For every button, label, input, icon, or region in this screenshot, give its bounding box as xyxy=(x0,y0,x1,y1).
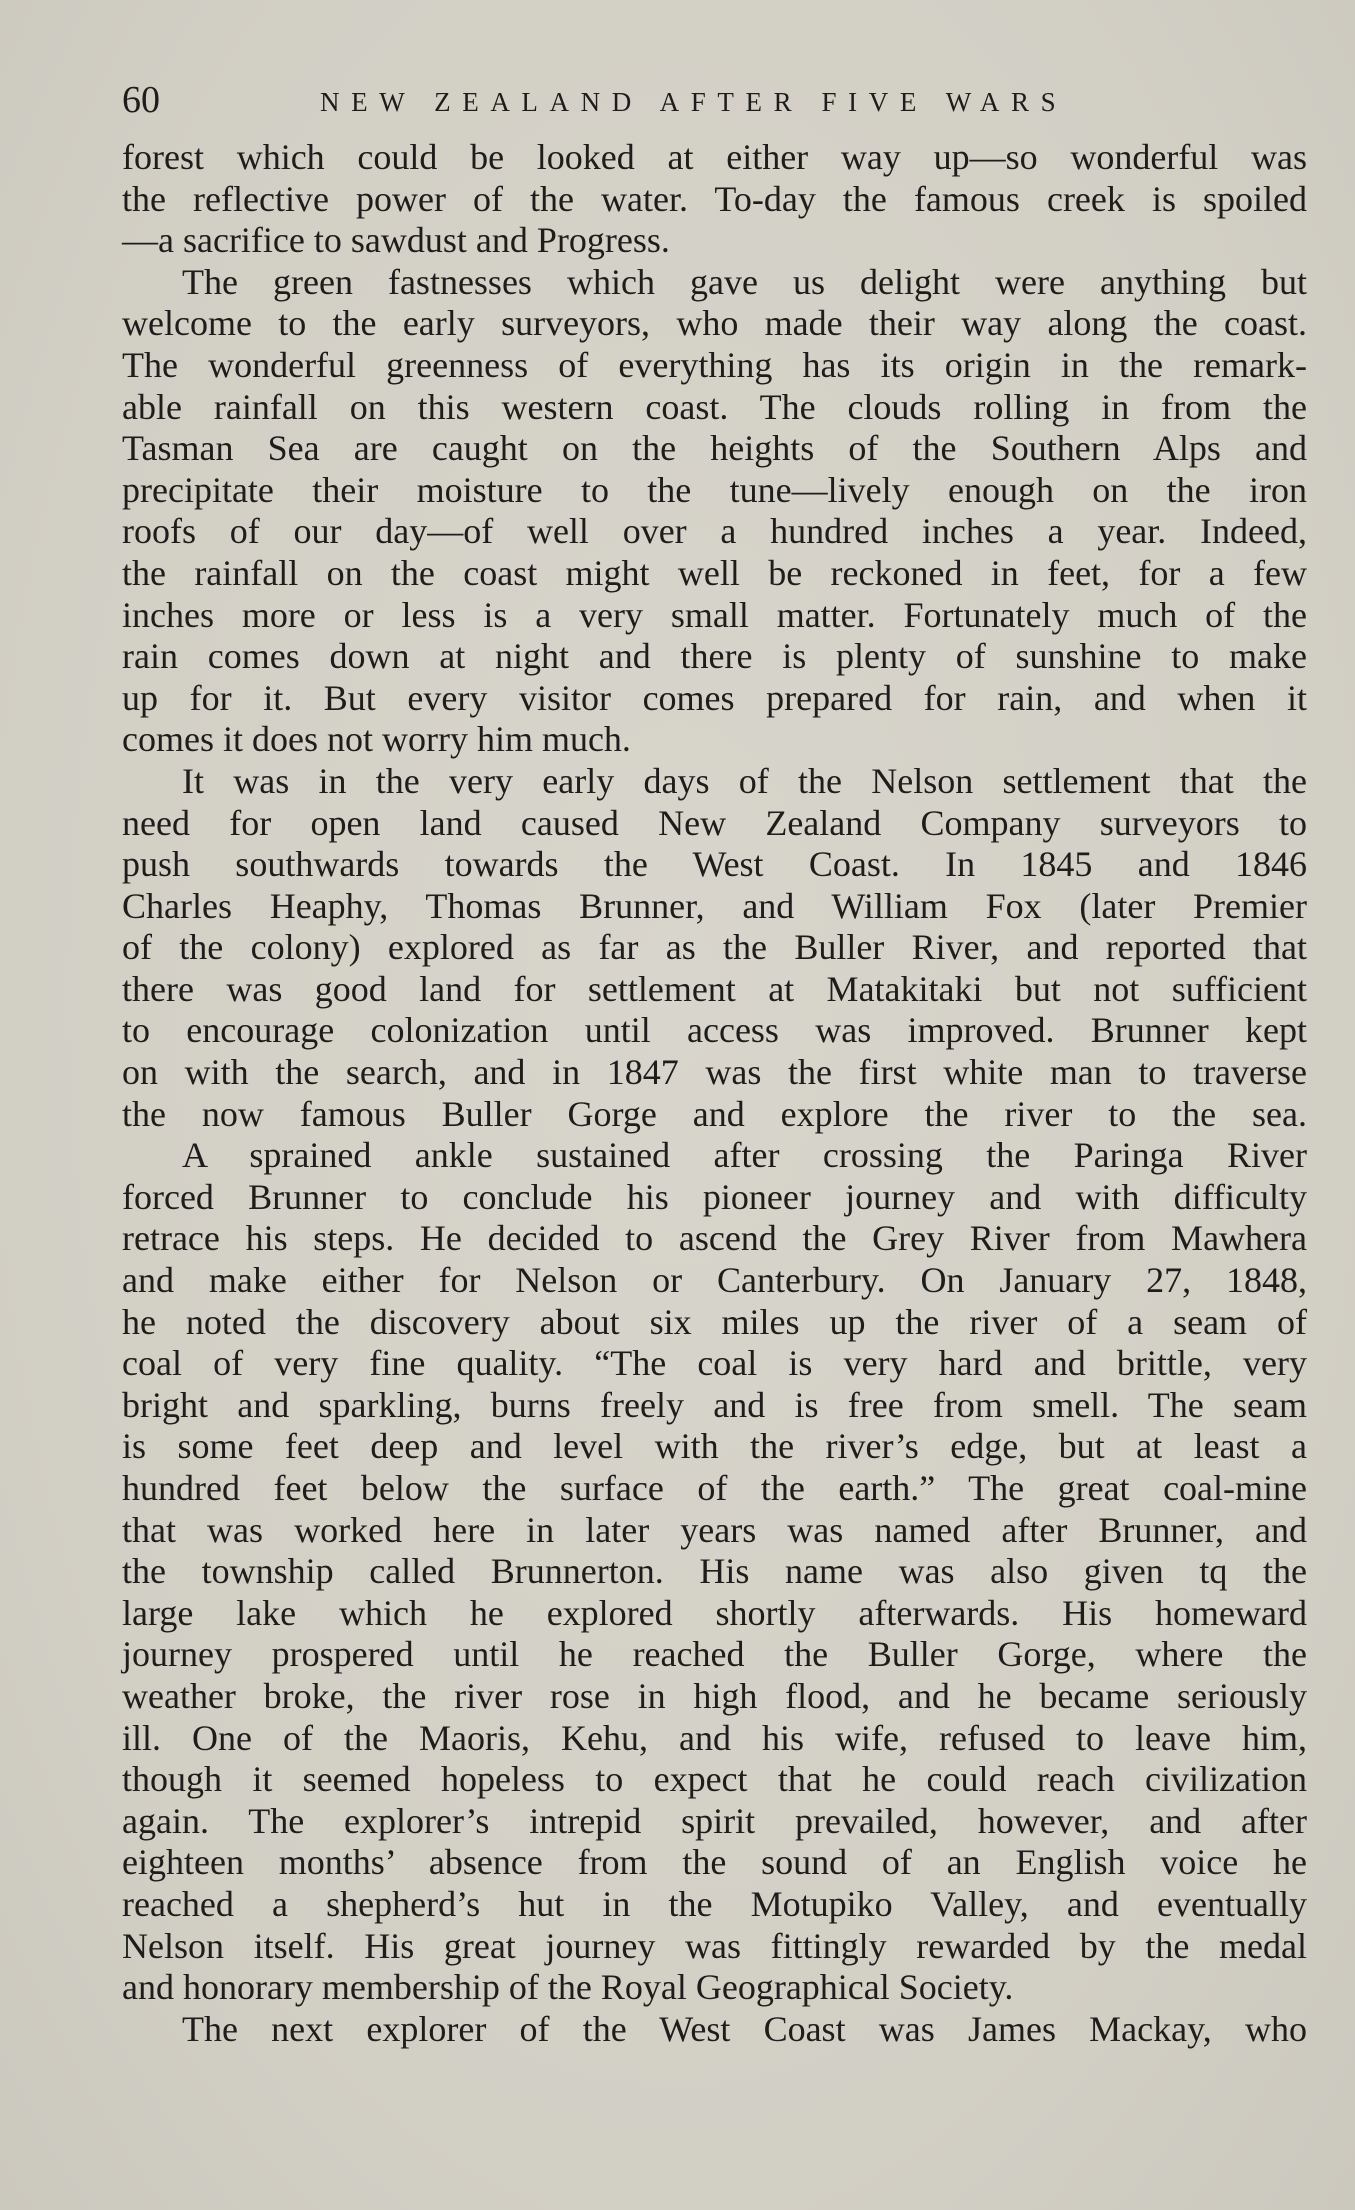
text-line: is some feet deep and level with the river’s edge, but at least a xyxy=(122,1426,1307,1467)
text-line: there was good land for settlement at Matakitaki but not sufficient xyxy=(122,968,1307,1009)
text-line: welcome to the early surveyors, who made their way along the coast. xyxy=(122,303,1307,344)
text-line: reached a shepherd’s hut in the Motupiko Valley, and eventually xyxy=(122,1883,1307,1924)
text-line: the rainfall on the coast might well be reckoned in feet, for a few xyxy=(122,552,1307,593)
text-line: the township called Brunnerton. His name was also given tq the xyxy=(122,1551,1307,1592)
text-line: push southwards towards the West Coast. In 1845 and 1846 xyxy=(122,844,1307,885)
text-line: of the colony) explored as far as the Buller River, and reported that xyxy=(122,927,1307,968)
running-head: NEW ZEALAND AFTER FIVE WARS xyxy=(320,87,1068,117)
text-line: journey prospered until he reached the Buller Gorge, where the xyxy=(122,1634,1307,1675)
text-line: ill. One of the Maoris, Kehu, and his wife, refused to leave him, xyxy=(122,1717,1307,1758)
text-line: rain comes down at night and there is plenty of sunshine to make xyxy=(122,636,1307,677)
text-line: that was worked here in later years was named after Brunner, and xyxy=(122,1509,1307,1550)
text-line: —a sacrifice to sawdust and Progress. xyxy=(122,220,670,261)
text-line: he noted the discovery about six miles up the river of a seam of xyxy=(122,1301,1307,1342)
text-line: need for open land caused New Zealand Company surveyors to xyxy=(122,802,1307,843)
text-line: though it seemed hopeless to expect that he could reach civilization xyxy=(122,1759,1307,1800)
page-number: 60 xyxy=(122,79,160,121)
text-line: comes it does not worry him much. xyxy=(122,719,631,760)
text-line: inches more or less is a very small matter. Fortunately much of the xyxy=(122,594,1307,635)
text-line: hundred feet below the surface of the earth.” The great coal-mine xyxy=(122,1468,1307,1508)
text-line: and make either for Nelson or Canterbury. On January 27, 1848, xyxy=(122,1260,1307,1301)
text-line: up for it. But every visitor comes prepared for rain, and when it xyxy=(122,677,1307,718)
text-line: precipitate their moisture to the tune—lively enough on the iron xyxy=(122,469,1307,510)
text-line: A sprained ankle sustained after crossing the Paringa River xyxy=(182,1135,1307,1176)
text-line: the reflective power of the water. To-day the famous creek is spoiled xyxy=(122,178,1307,219)
text-line: roofs of our day—of well over a hundred inches a year. Indeed, xyxy=(122,511,1307,552)
text-line: bright and sparkling, burns freely and is free from smell. The seam xyxy=(122,1384,1307,1425)
text-line: Tasman Sea are caught on the heights of the Southern Alps and xyxy=(122,428,1307,469)
text-line: It was in the very early days of the Nelson settlement that the xyxy=(182,760,1307,801)
text-line: forced Brunner to conclude his pioneer journey and with difficulty xyxy=(122,1176,1307,1217)
text-line: weather broke, the river rose in high flood, and he became seriously xyxy=(122,1675,1307,1716)
text-line: to encourage colonization until access was improved. Brunner kept xyxy=(122,1010,1307,1051)
text-line: forest which could be looked at either way up—so wonderful was xyxy=(122,137,1307,177)
text-line: able rainfall on this western coast. The clouds rolling in from the xyxy=(122,386,1307,427)
text-line: Nelson itself. His great journey was fittingly rewarded by the medal xyxy=(122,1925,1307,1966)
text-line: The next explorer of the West Coast was James Mackay, who xyxy=(182,2008,1307,2049)
text-line: and honorary membership of the Royal Geographical Society. xyxy=(122,1967,1014,2008)
text-line: The wonderful greenness of everything has its origin in the remark- xyxy=(122,344,1307,385)
text-line: on with the search, and in 1847 was the first white man to traverse xyxy=(122,1052,1307,1093)
text-line: large lake which he explored shortly afterwards. His homeward xyxy=(122,1592,1307,1633)
text-line: The green fastnesses which gave us delight were anything but xyxy=(182,261,1307,302)
text-line: again. The explorer’s intrepid spirit prevailed, however, and after xyxy=(122,1800,1307,1841)
text-line: retrace his steps. He decided to ascend the Grey River from Mawhera xyxy=(122,1218,1307,1259)
text-line: coal of very fine quality. “The coal is very hard and brittle, very xyxy=(122,1343,1307,1384)
text-line: the now famous Buller Gorge and explore the river to the sea. xyxy=(122,1093,1307,1134)
body-text xyxy=(122,137,1307,2050)
text-line: Charles Heaphy, Thomas Brunner, and William Fox (later Premier xyxy=(122,885,1307,926)
page-header xyxy=(122,78,1322,128)
text-line: eighteen months’ absence from the sound of an English voice he xyxy=(122,1842,1307,1883)
